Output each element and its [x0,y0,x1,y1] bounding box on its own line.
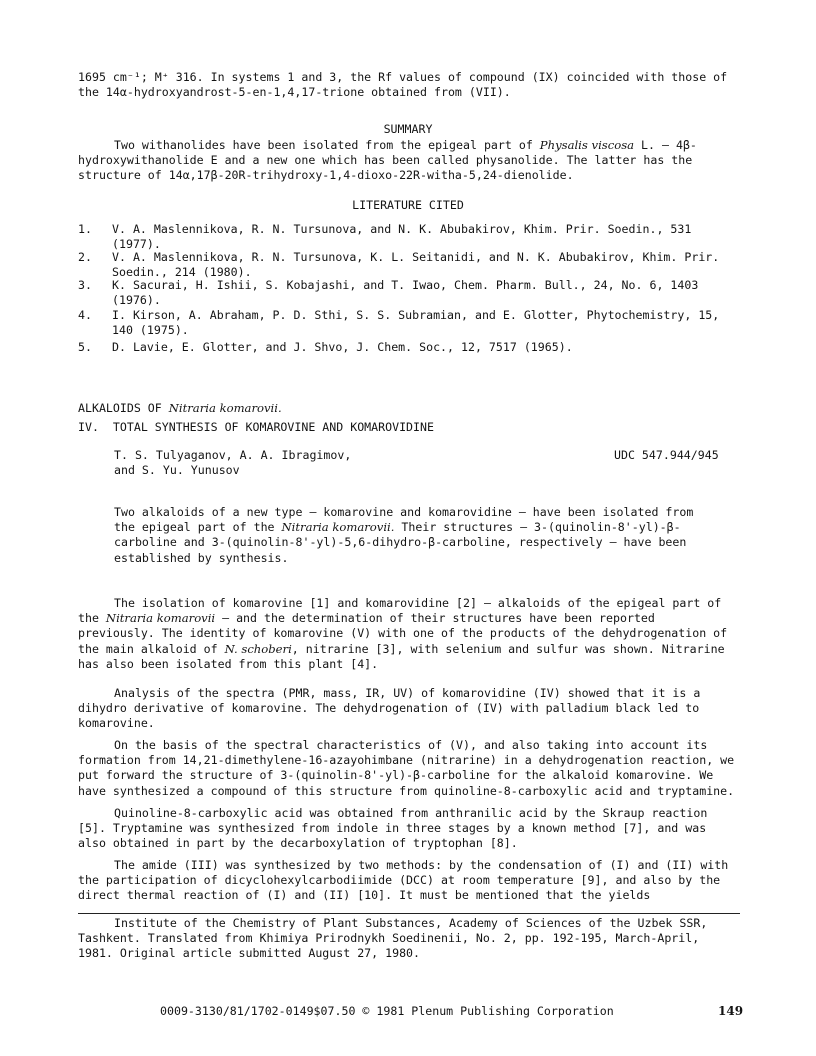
series-title [78,401,738,416]
abstract-species: Nitraria komarovii. [281,520,395,535]
reference-text: D. Lavie, E. Glotter, and J. Shvo, J. Chem. Soc., 12, 7517 (1965). [112,340,573,354]
p1-species-2: N. schoberi [224,641,292,656]
series-species: Nitraria komarovii. [168,401,282,415]
paragraph-3: On the basis of the spectral characteristics of (V), and also taking into account its formation from 14,21-dimethylene-16-azayohimbane (nitrarine) in a dehydrogenation reaction, we put forward the structure of 3-(quinolin-8'-yl)-β-carboline for the alkaloid komarovine. We have synthesized a compound of this structure from quinoline-8-carboxylic acid and tryptamine. [78,738,742,798]
reference-number: 1. [78,222,92,236]
paragraph-1 [78,596,738,672]
summary-text-after: L. — 4β-hydroxywithanolide E and a new one which has been called physanolide. The latter has the structure of 14α,17β-20R-trihydroxy-1,4-dioxo-22R-witha-5,24-dienolide. [78,138,700,183]
page-number: 149 [718,1004,744,1018]
paragraph-2: Analysis of the spectra (PMR, mass, IR, UV) of komarovidine (IV) showed that it is a dihydro derivative of komarovine. The dehydrogenation of (IV) with palladium black led to komarovine. [78,686,708,731]
reference-number: 5. [78,340,92,354]
udc-code: UDC 547.944/945 [614,448,719,462]
authors-line-1: T. S. Tulyaganov, A. A. Ibragimov, [114,448,352,462]
p1-part-b: — and the determination of their structures have been reported previously. The identity of komarovine (V) with one of the products of the dehydrogenation of the main alkaloid of [78,611,735,656]
abstract-part-a: Two alkaloids of a new type — komarovine and komarovidine — have been isolated from the epigeal part of the [114,505,701,535]
abstract-part-b: Their structures — 3-(quinolin-8'-yl)-β-carboline and 3-(quinolin-8'-yl)-5,6-dihydro-β-carboline, respectively — have been established by synthesis. [114,520,694,565]
series-prefix: ALKALOIDS OF [78,401,169,415]
footnote-rule [78,913,740,914]
p1-species-1: Nitraria komarovii [105,611,216,626]
summary-text-before: Two withanolides have been isolated from the epigeal part of [114,138,540,152]
summary-text [78,138,738,184]
reference-number: 4. [78,308,92,322]
reference-text: V. A. Maslennikova, R. N. Tursunova, and N. K. Abubakirov, Khim. Prir. Soedin., 531 (1977). [112,222,699,252]
authors-line-2: and S. Yu. Yunusov [114,463,240,477]
footnote: Institute of the Chemistry of Plant Substances, Academy of Sciences of the Uzbek SSR, Tashkent. Translated from Khimiya Prirodnykh Soedinenii, No. 2, pp. 192-195, March-April, 1981. Original article submitted August 27, 1980. [78,916,715,961]
summary-species: Physalis viscosa [539,138,635,152]
p1-part-a: The isolation of komarovine [1] and komarovidine [2] — alkaloids of the epigeal part of the [78,596,729,626]
summary-heading: SUMMARY [383,122,433,136]
top-paragraph: 1695 cm⁻¹; M⁺ 316. In systems 1 and 3, the Rf values of compound (IX) coincided with those of the 14α-hydroxyandrost-5-en-1,4,17-trione obtained from (VII). [78,70,735,100]
reference-number: 3. [78,278,92,292]
copyright-line: 0009-3130/81/1702-0149$07.50 © 1981 Plenum Publishing Corporation [160,1004,614,1018]
reference-text: V. A. Maslennikova, R. N. Tursunova, K. L. Seitanidi, and N. K. Abubakirov, Khim. Prir. Soedin., 214 (1980). [112,250,727,280]
abstract [114,505,708,566]
reference-text: K. Sacurai, H. Ishii, S. Kobajashi, and T. Iwao, Chem. Pharm. Bull., 24, No. 6, 1403 (1976). [112,278,706,308]
p1-part-c: , nitrarine [3], with selenium and sulfur was shown. Nitrarine has also been isolated from this plant [4]. [78,641,732,671]
article-title: IV. TOTAL SYNTHESIS OF KOMAROVINE AND KOMAROVIDINE [78,420,434,434]
paragraph-5: The amide (III) was synthesized by two methods: by the condensation of (I) and (II) with the participation of dicyclohexylcarbodiimide (DCC) at room temperature [9], and also by the direct thermal reaction of (I) and (II) [10]. It must be mentioned that the yields [78,858,736,903]
paragraph-4: Quinoline-8-carboxylic acid was obtained from anthranilic acid by the Skraup reaction [5]. Tryptamine was synthesized from indole in three stages by a known method [7], and was also obtained in part by the decarboxylation of tryptophan [8]. [78,806,715,851]
reference-text: I. Kirson, A. Abraham, P. D. Sthi, S. S. Subramian, and E. Glotter, Phytochemistry, 15, 140 (1975). [112,308,727,338]
literature-heading: LITERATURE CITED [352,198,464,212]
reference-number: 2. [78,250,92,264]
